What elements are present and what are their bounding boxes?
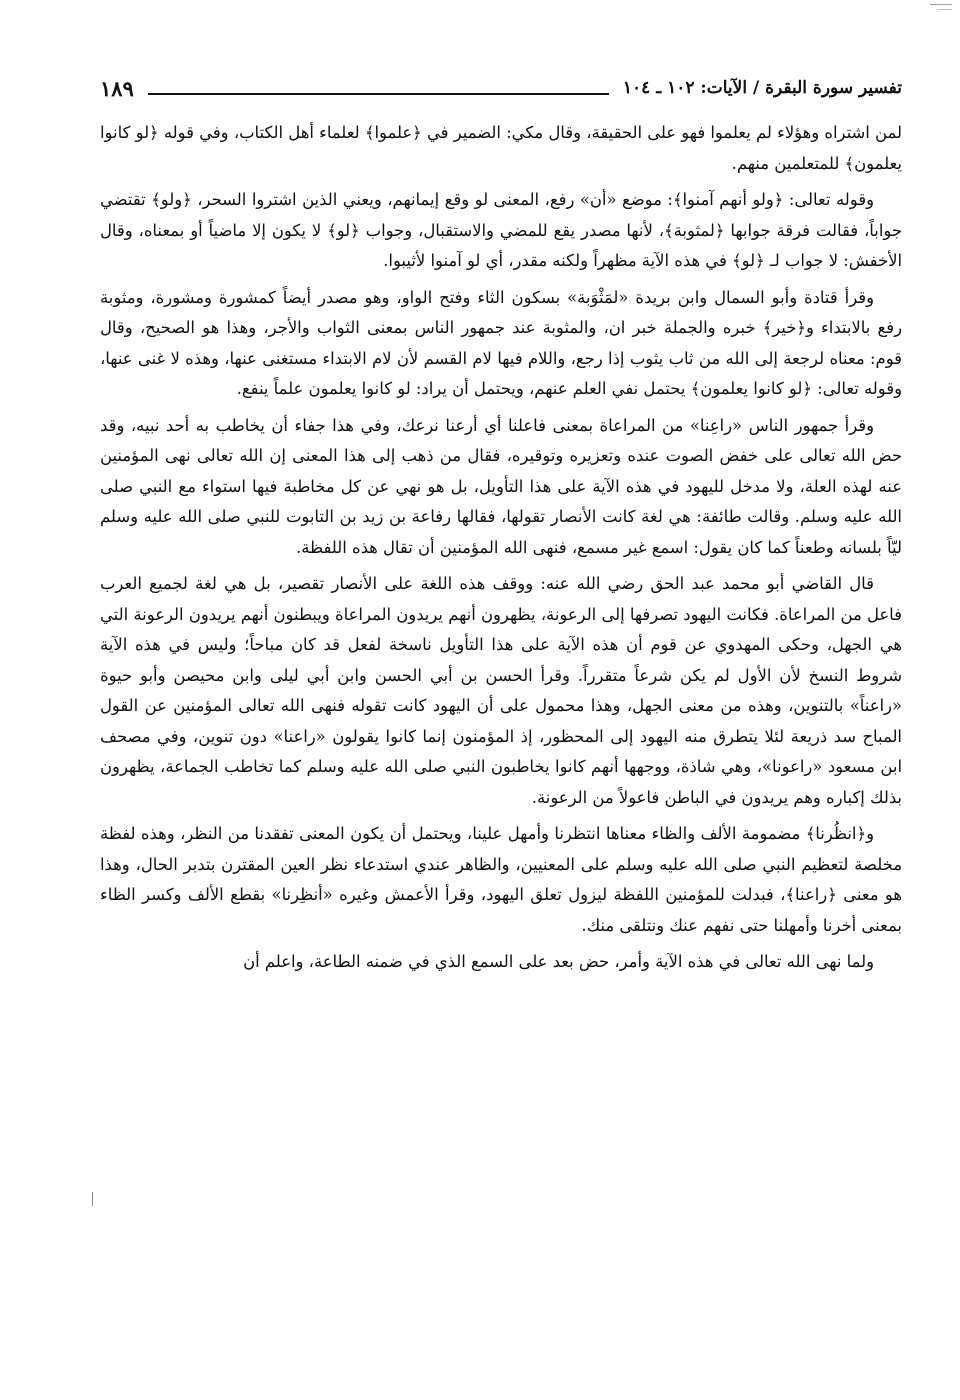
paragraph: و﴿انظُرنا﴾ مضمومة الألف والظاء معناها انتظرنا وأمهل علينا، ويحتمل أن يكون المعنى تفقدنا من النظر، وهذه لفظة مخلصة لتعظيم النبي صلى الله عليه وسلم على المعنيين، والظاهر عندي استدعاء نظر العين المقترن بتدبر الحال، وهذا هو معنى ﴿راعنا﴾، فبدلت للمؤمنين اللفظة ليزول تعلق اليهود، وقرأ الأعمش وغيره «أنظِرنا» بقطع الألف وكسر الظاء بمعنى أخرنا وأمهلنا حتى نفهم عنك ونتلقى منك. [100, 824, 902, 935]
page-header [100, 68, 902, 108]
running-title: تفسير سورة البقرة / الآيات: ١٠٢ ـ ١٠٤ [622, 78, 902, 98]
paragraph: وقوله تعالى: ﴿ولو أنهم آمنوا﴾: موضع «أن» رفع، المعنى لو وقع إيمانهم، ويعني الذين اشتروا السحر، ﴿ولو﴾ تقتضي جواباً، فقالت فرقة جوابها ﴿لمثوبة﴾، لأنها مصدر يقع للمضي والاستقبال، وجواب ﴿لو﴾ لا يكون إلا ماضياً أو بمعناه، وقال الأخفش: لا جواب لـ ﴿لو﴾ في هذه الآية مظهراً ولكنه مقدر، أي لو آمنوا لأثيبوا. [100, 190, 902, 270]
scan-corner-mark [930, 4, 952, 5]
margin-tick [92, 1192, 93, 1206]
paragraph: ولما نهى الله تعالى في هذه الآية وأمر، حض بعد على السمع الذي في ضمنه الطاعة، واعلم أن [243, 952, 874, 971]
header-rule [148, 93, 609, 95]
paragraph: قال القاضي أبو محمد عبد الحق رضي الله عنه: ووقف هذه اللغة على الأنصار تقصير، بل هي لغة لجميع العرب فاعل من المراعاة. فكانت اليهود تصرفها إلى الرعونة، يظهرون أنهم يريدون المراعاة ويبطنون أنهم يريدون الرعونة التي هي الجهل، وحكى المهدوي عن قوم أن هذه الآية على هذا التأويل ناسخة لفعل قد كان مباحاً؛ وليس في هذه الآية شروط النسخ لأن الأول لم يكن شرعاً متقرراً. وقرأ الحسن بن أبي الحسن وابن أبي ليلى وابن محيصن وأبو حيوة «راعناً» بالتنوين، وهذه من معنى الجهل، وهذا محمول على أن اليهود كانت تقوله فنهى الله تعالى المؤمنين عن القول المباح سد ذريعة لئلا يتطرق منه اليهود إلى المحظور، إذ المؤمنون إنما كانوا يقولون «راعنا» دون تنوين، وفي مصحف ابن مسعود «راعونا»، وهي شاذة، ووجهها أنهم كانوا يخاطبون النبي صلى الله عليه وسلم كما تخاطب الجماعة، يظهرون بذلك إكباره وهم يريدون في الباطن فاعولاً من الرعونة. [100, 574, 902, 807]
page-body [100, 118, 902, 984]
paragraph: وقرأ جمهور الناس «راعِنا» من المراعاة بمعنى فاعلنا أي أرعنا نرعك، وفي هذا جفاء أن يخاطب به أحد نبيه، وقد حض الله تعالى على خفض الصوت عنده وتعزيره وتوقيره، فقال من ذهب إلى هذا المعنى إن الله تعالى نهى المؤمنين عنه لهذه العلة، ولا مدخل لليهود في هذه الآية على هذا التأويل، بل هو نهي عن كل مخاطبة فيها استواء مع النبي صلى الله عليه وسلم. وقالت طائفة: هي لغة كانت الأنصار تقولها، فقالها رفاعة بن زيد بن التابوت للنبي صلى الله عليه وسلم ليّاً بلسانه وطعناً كما كان يقول: اسمع غير مسمع، فنهى الله المؤمنين أن تقال هذه اللفظة. [100, 415, 902, 557]
paragraph: لمن اشتراه وهؤلاء لم يعلموا فهو على الحقيقة، وقال مكي: الضمير في ﴿علموا﴾ لعلماء أهل الكتاب، وفي قوله ﴿لو كانوا يعلمون﴾ للمتعلمين منهم. [100, 123, 902, 173]
page-number: ١٨٩ [100, 75, 134, 101]
paragraph: وقرأ قتادة وأبو السمال وابن بريدة «لمَثْوَبة» بسكون الثاء وفتح الواو، وهو مصدر أيضاً كمشورة ومشورة، ومثوبة رفع بالابتداء و﴿خير﴾ خبره والجملة خبر ان، والمثوبة عند جمهور الناس بمعنى الثواب والأجر، وهذا هو الصحيح، وقال قوم: معناه لرجعة إلى الله من ثاب يثوب إذا رجع، واللام فيها لام القسم لأن لام الابتداء مستغنى عنها، وهذه لا غنى عنها، وقوله تعالى: ﴿لو كانوا يعلمون﴾ يحتمل نفي العلم عنهم، ويحتمل أن يراد: لو كانوا يعلمون علماً ينفع. [100, 287, 902, 398]
